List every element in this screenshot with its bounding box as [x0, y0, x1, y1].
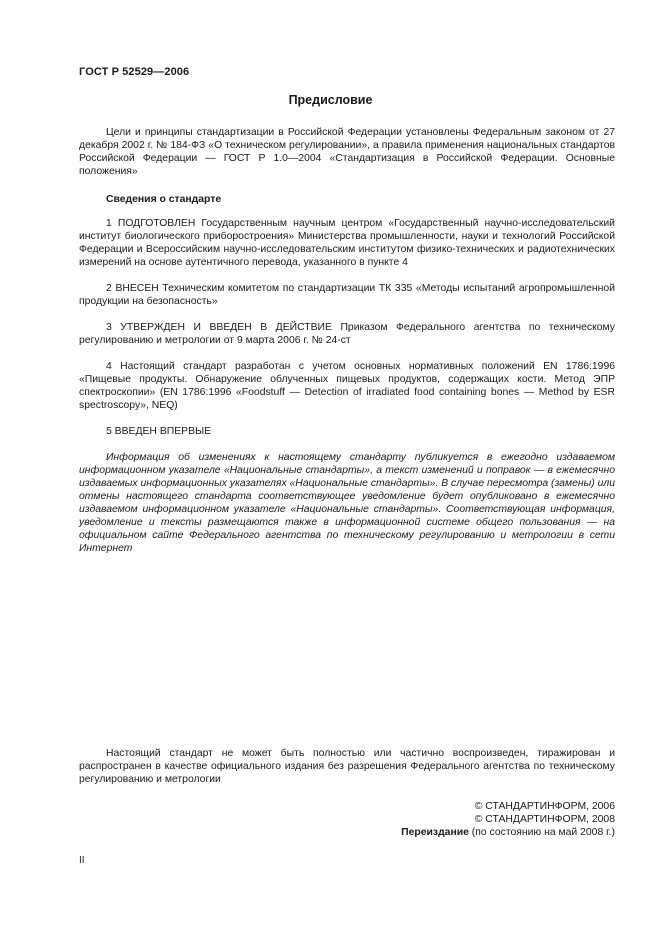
copyright-line-2: © СТАНДАРТИНФОРМ, 2008	[474, 814, 615, 825]
copyright-line-1: © СТАНДАРТИНФОРМ, 2006	[474, 801, 615, 812]
item-1-paragraph: 1 ПОДГОТОВЛЕН Государственным научным центром «Государственный научно-исследовательский институт биологического приборостроения» Министерства промышленности, науки и технологий Российской Федерации и Всероссийским научно-исследовательским институтом физико-технических и радиотехнических измерений на основе аутентичного перевода, указанного в пункте 4	[79, 218, 615, 268]
document-code: ГОСТ Р 52529—2006	[79, 66, 190, 78]
subheading: Сведения о стандарте	[106, 194, 222, 205]
copyright-block	[215, 800, 615, 839]
item-2-paragraph: 2 ВНЕСЕН Техническим комитетом по стандартизации ТК 335 «Методы испытаний агропромышленной продукции на безопасность»	[79, 283, 615, 307]
item-3-paragraph: 3 УТВЕРЖДЕН И ВВЕДЕН В ДЕЙСТВИЕ Приказом Федерального агентства по техническому регулированию и метрологии от 9 марта 2006 г. № 24-ст	[79, 322, 615, 346]
page-number: II	[79, 855, 85, 866]
reissue-line	[215, 826, 615, 839]
section-title: Предисловие	[288, 93, 373, 107]
reissue-label: Переиздание	[401, 827, 469, 838]
notice-paragraph: Информация об изменениях к настоящему стандарту публикуется в ежегодно издаваемом информационном указателе «Национальные стандарты», а текст изменений и поправок — в ежемесячно издаваемых информационных указателях «Национальные стандарты». В случае пересмотра (замены) или отмены настоящего стандарта соответствующее уведомление будет опубликовано в ежемесячно издаваемом информационном указателе «Национальные стандарты». Соответствующая информация, уведомление и тексты размещаются также в информационной системе общего пользования — на официальном сайте Федерального агентства по техническому регулированию и метрологии в сети Интернет	[79, 452, 615, 554]
reproduction-note: Настоящий стандарт не может быть полностью или частично воспроизведен, тиражирован и распространен в качестве официального издания без разрешения Федерального агентства по техническому регулированию и метрологии	[79, 748, 615, 785]
reissue-note: (по состоянию на май 2008 г.)	[468, 827, 615, 838]
intro-paragraph: Цели и принципы стандартизации в Российской Федерации установлены Федеральным законом от 27 декабря 2002 г. № 184-ФЗ «О техническом регулировании», а правила применения национальных стандартов Российской Федерации — ГОСТ Р 1.0—2004 «Стандартизация в Российской Федерации. Основные положения»	[79, 127, 615, 177]
item-4-paragraph: 4 Настоящий стандарт разработан с учетом основных нормативных положений EN 1786:1996 «Пищевые продукты. Обнаружение облученных пищевых продуктов, содержащих кости. Метод ЭПР спектроскопии» (EN 1786:1996 «Foodstuff — Detection of irradiated food containing bones — Method by ESR spectroscopy», NEQ)	[79, 361, 615, 411]
item-5-paragraph: 5 ВВЕДЕН ВПЕРВЫЕ	[106, 426, 212, 437]
